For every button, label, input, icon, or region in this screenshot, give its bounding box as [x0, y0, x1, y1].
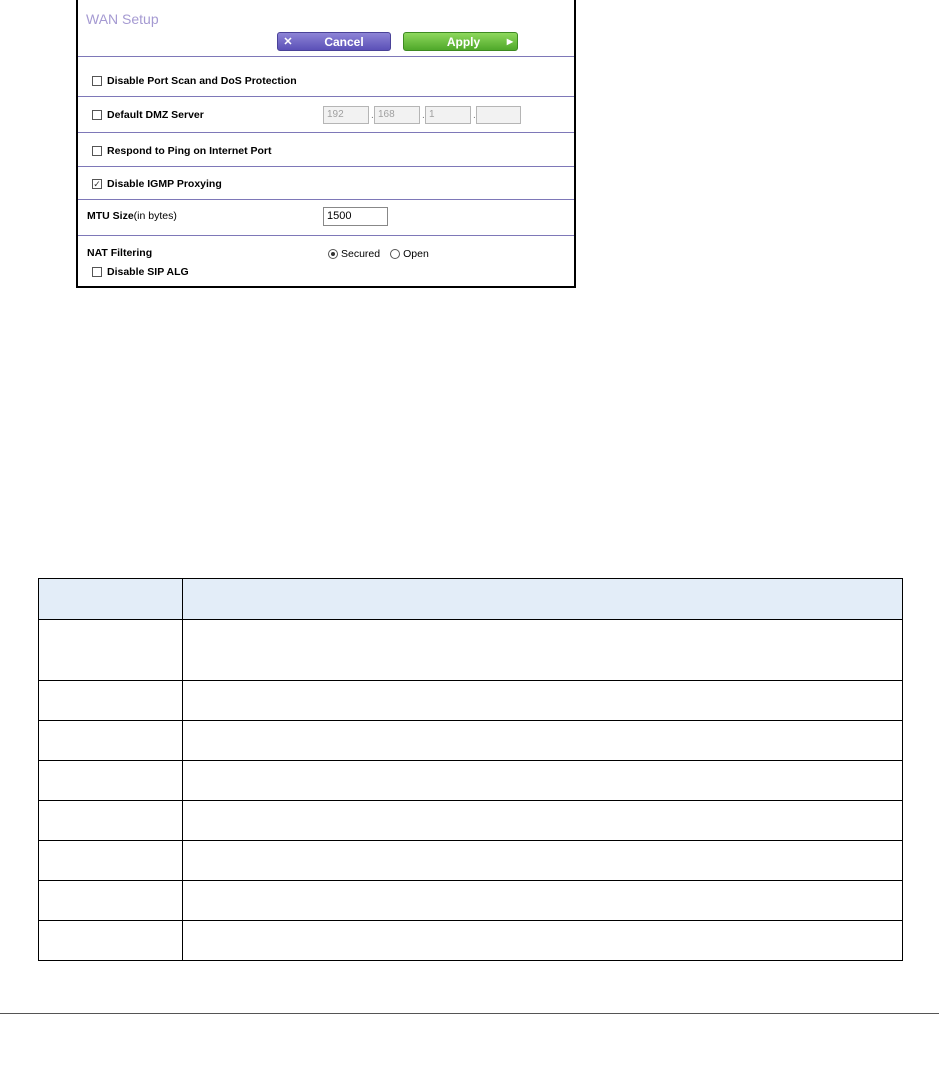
- ip-separator: .: [371, 110, 374, 121]
- dmz-ip-octet-4[interactable]: [476, 106, 521, 124]
- default-dmz-label: Default DMZ Server: [107, 109, 204, 121]
- table-row: [39, 761, 903, 801]
- divider: [78, 166, 574, 167]
- respond-ping-label: Respond to Ping on Internet Port: [107, 145, 272, 157]
- mtu-size-input[interactable]: 1500: [323, 207, 388, 226]
- respond-ping-checkbox[interactable]: [92, 146, 102, 156]
- divider: [78, 96, 574, 97]
- divider: [78, 56, 574, 57]
- settings-table: [38, 578, 903, 961]
- nat-open-label: Open: [403, 248, 429, 260]
- disable-sip-checkbox[interactable]: [92, 267, 102, 277]
- nat-filtering-options: [328, 248, 439, 260]
- mtu-size-label: MTU Size(in bytes): [87, 210, 177, 222]
- footer-divider: [0, 1013, 939, 1014]
- disable-sip-label: Disable SIP ALG: [107, 266, 189, 278]
- apply-button-label: Apply: [446, 34, 481, 49]
- ip-separator: .: [422, 110, 425, 121]
- table-row: [39, 681, 903, 721]
- table-row: [39, 881, 903, 921]
- disable-sip-row: [92, 266, 189, 278]
- disable-port-scan-checkbox[interactable]: [92, 76, 102, 86]
- default-dmz-checkbox[interactable]: [92, 110, 102, 120]
- mtu-unit: (in bytes): [133, 210, 177, 222]
- disable-port-scan-label: Disable Port Scan and DoS Protection: [107, 75, 297, 87]
- default-dmz-row: [92, 109, 204, 121]
- ip-separator: .: [473, 110, 476, 121]
- nat-secured-label: Secured: [341, 248, 381, 260]
- wan-setup-panel: [76, 0, 576, 288]
- cancel-button-label: Cancel: [324, 34, 364, 49]
- disable-igmp-checkbox[interactable]: ✓: [93, 178, 101, 189]
- divider: [78, 132, 574, 133]
- table-row: [39, 620, 903, 681]
- dmz-ip-octet-3[interactable]: 1: [425, 106, 471, 124]
- nat-open-radio[interactable]: [390, 249, 400, 259]
- table-header-row: [39, 579, 903, 620]
- cancel-button[interactable]: [277, 32, 391, 51]
- nat-secured-radio[interactable]: [328, 249, 338, 259]
- table-row: [39, 801, 903, 841]
- nat-filtering-label: NAT Filtering: [87, 247, 153, 259]
- close-icon: ✕: [283, 36, 293, 48]
- arrow-right-icon: ▶: [506, 37, 514, 46]
- divider: [78, 199, 574, 200]
- table-row: [39, 841, 903, 881]
- table-header-cell: [183, 579, 903, 620]
- dmz-ip-octet-2[interactable]: 168: [374, 106, 420, 124]
- page-title: WAN Setup: [86, 11, 159, 27]
- table-row: [39, 721, 903, 761]
- table-header-cell: [39, 579, 183, 620]
- respond-ping-row: [92, 145, 272, 157]
- disable-port-scan-row: [92, 75, 297, 87]
- apply-button[interactable]: [403, 32, 518, 51]
- divider: [78, 235, 574, 236]
- disable-igmp-label: Disable IGMP Proxying: [107, 178, 222, 190]
- table-row: [39, 921, 903, 961]
- dmz-ip-octet-1[interactable]: 192: [323, 106, 369, 124]
- disable-igmp-row: [92, 178, 222, 190]
